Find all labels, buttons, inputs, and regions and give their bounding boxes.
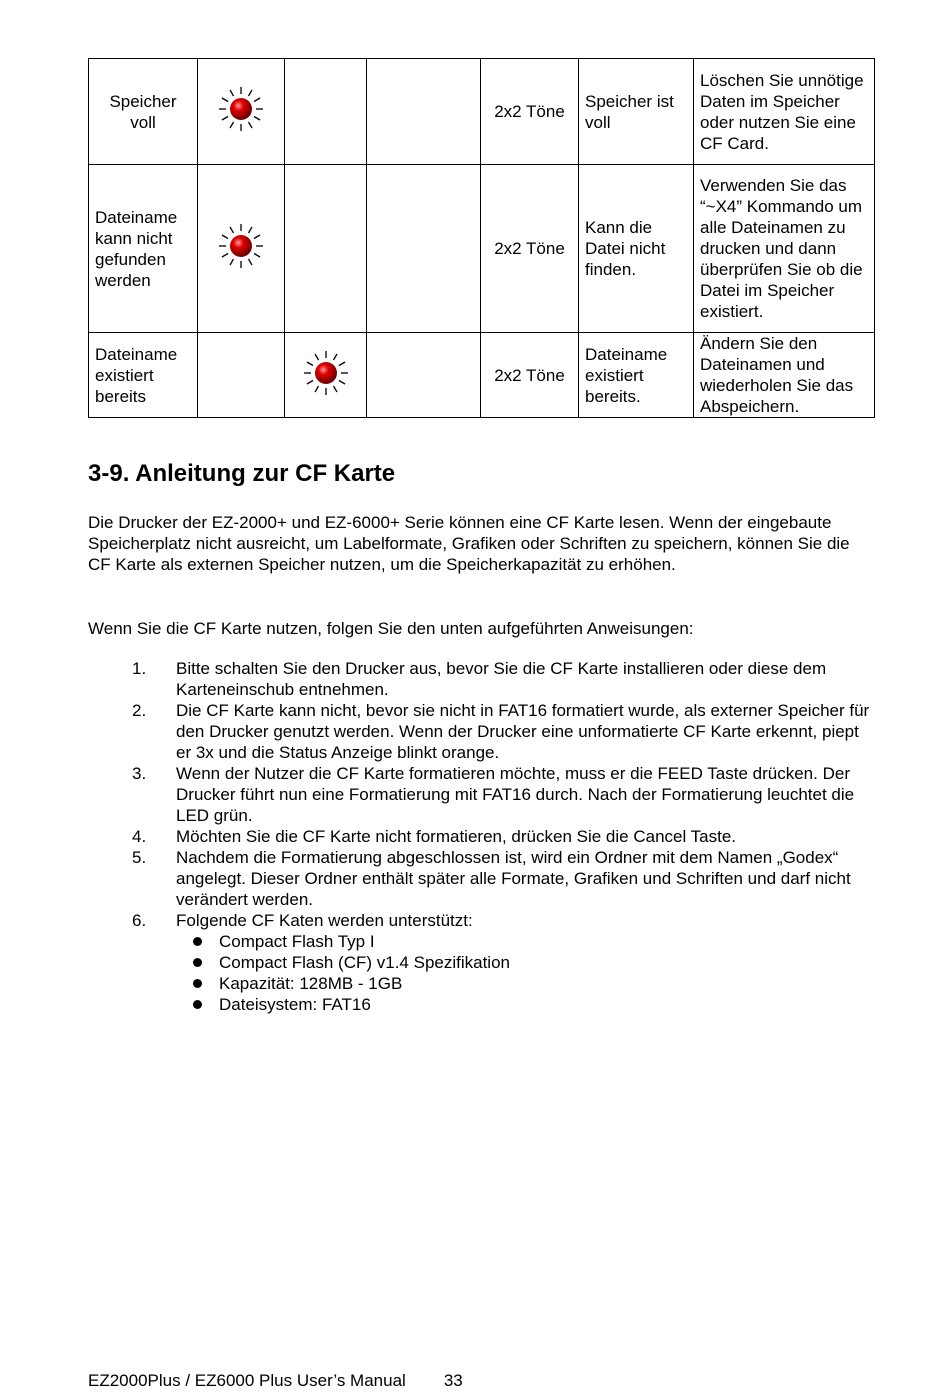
list-item	[88, 658, 873, 700]
table-row	[89, 165, 875, 333]
bullet-icon	[193, 937, 202, 946]
list-number: 6.	[132, 911, 147, 930]
intro-paragraph: Die Drucker der EZ-2000+ und EZ-6000+ Serie können eine CF Karte lesen. Wenn der eingebaute Speicherplatz nicht ausreicht, um Labelformate, Grafiken oder Schriften zu speichern, können Sie die CF Karte als externen Speicher nutzen, um die Speicherkapazität zu erhöhen.	[88, 513, 850, 574]
bullet-icon	[193, 958, 202, 967]
list-text: Die CF Karte kann nicht, bevor sie nicht in FAT16 formatiert wurde, als externer Speicher für den Drucker genutzt werden. Wenn der Drucker eine unformatierte CF Karte erkennt, piept er 3x und die Status Anzeige blinkt orange.	[176, 701, 870, 762]
table-cell-sound: 2x2 Töne	[481, 59, 579, 165]
list-item	[88, 826, 873, 847]
spec-text: Kapazität: 128MB - 1GB	[219, 974, 403, 993]
lead-paragraph: Wenn Sie die CF Karte nutzen, folgen Sie den unten aufgeführten Anweisungen:	[88, 619, 694, 638]
list-number: 3.	[132, 764, 147, 783]
table-cell-status: Speicher voll	[89, 59, 198, 165]
footer-manual-title: EZ2000Plus / EZ6000 Plus User’s Manual	[88, 1371, 406, 1390]
list-item	[88, 700, 873, 763]
table-cell-led-2	[285, 333, 367, 418]
list-number: 1.	[132, 659, 147, 678]
list-item	[88, 847, 873, 910]
table-cell-solution: Verwenden Sie das “~X4” Kommando um alle Dateinamen zu drucken und dann überprüfen Sie ob die Datei im Speicher existiert.	[694, 165, 875, 333]
spec-list	[176, 931, 873, 1015]
spec-text: Compact Flash Typ I	[219, 932, 375, 951]
list-text: Möchten Sie die CF Karte nicht formatieren, drücken Sie die Cancel Taste.	[176, 827, 737, 846]
list-number: 5.	[132, 848, 147, 867]
spec-item	[176, 994, 873, 1015]
spec-text: Dateisystem: FAT16	[219, 995, 371, 1014]
list-text: Folgende CF Katen werden unterstützt:	[176, 911, 473, 930]
table-cell-led-1	[198, 165, 285, 333]
list-text: Wenn der Nutzer die CF Karte formatieren möchte, muss er die FEED Taste drücken. Der Drucker führt nun eine Formatierung mit FAT16 durch. Nach der Formatierung leuchtet die LED grün.	[176, 764, 855, 825]
table-cell-cause: Kann die Datei nicht finden.	[579, 165, 694, 333]
spec-item	[176, 952, 873, 973]
table-cell-led-2	[285, 59, 367, 165]
blinking-red-led-icon	[216, 84, 266, 134]
list-item	[88, 763, 873, 826]
table-cell-led-3	[367, 59, 481, 165]
instruction-list	[88, 658, 873, 1015]
table-cell-sound: 2x2 Töne	[481, 333, 579, 418]
table-cell-solution: Löschen Sie unnötige Daten im Speicher oder nutzen Sie eine CF Card.	[694, 59, 875, 165]
table-cell-led-3	[367, 165, 481, 333]
page-number: 33	[443, 1371, 463, 1390]
table-cell-sound: 2x2 Töne	[481, 165, 579, 333]
table-cell-status: Dateiname kann nicht gefunden werden	[89, 165, 198, 333]
bullet-icon	[193, 979, 202, 988]
bullet-icon	[193, 1000, 202, 1009]
page-footer	[88, 1370, 463, 1391]
spec-item	[176, 973, 873, 994]
blinking-red-led-icon	[301, 348, 351, 398]
section-heading: 3-9. Anleitung zur CF Karte	[88, 460, 396, 487]
list-item	[88, 910, 873, 1015]
status-table	[88, 58, 875, 418]
table-row	[89, 333, 875, 418]
spec-item	[176, 931, 873, 952]
spec-text: Compact Flash (CF) v1.4 Spezifikation	[219, 953, 510, 972]
table-cell-cause: Speicher ist voll	[579, 59, 694, 165]
table-cell-solution: Ändern Sie den Dateinamen und wiederholen Sie das Abspeichern.	[694, 333, 875, 418]
list-text: Nachdem die Formatierung abgeschlossen ist, wird ein Ordner mit dem Namen „Godex“ angelegt. Dieser Ordner enthält später alle Formate, Grafiken und Schriften und darf nicht verändert werden.	[176, 848, 851, 909]
table-cell-status: Dateiname existiert bereits	[89, 333, 198, 418]
list-number: 2.	[132, 701, 147, 720]
table-cell-led-1	[198, 59, 285, 165]
table-cell-led-2	[285, 165, 367, 333]
table-cell-led-1	[198, 333, 285, 418]
list-text: Bitte schalten Sie den Drucker aus, bevor Sie die CF Karte installieren oder diese dem Karteneinschub entnehmen.	[176, 659, 827, 699]
list-number: 4.	[132, 827, 147, 846]
table-row	[89, 59, 875, 165]
blinking-red-led-icon	[216, 221, 266, 271]
table-cell-led-3	[367, 333, 481, 418]
table-cell-cause: Dateiname existiert bereits.	[579, 333, 694, 418]
